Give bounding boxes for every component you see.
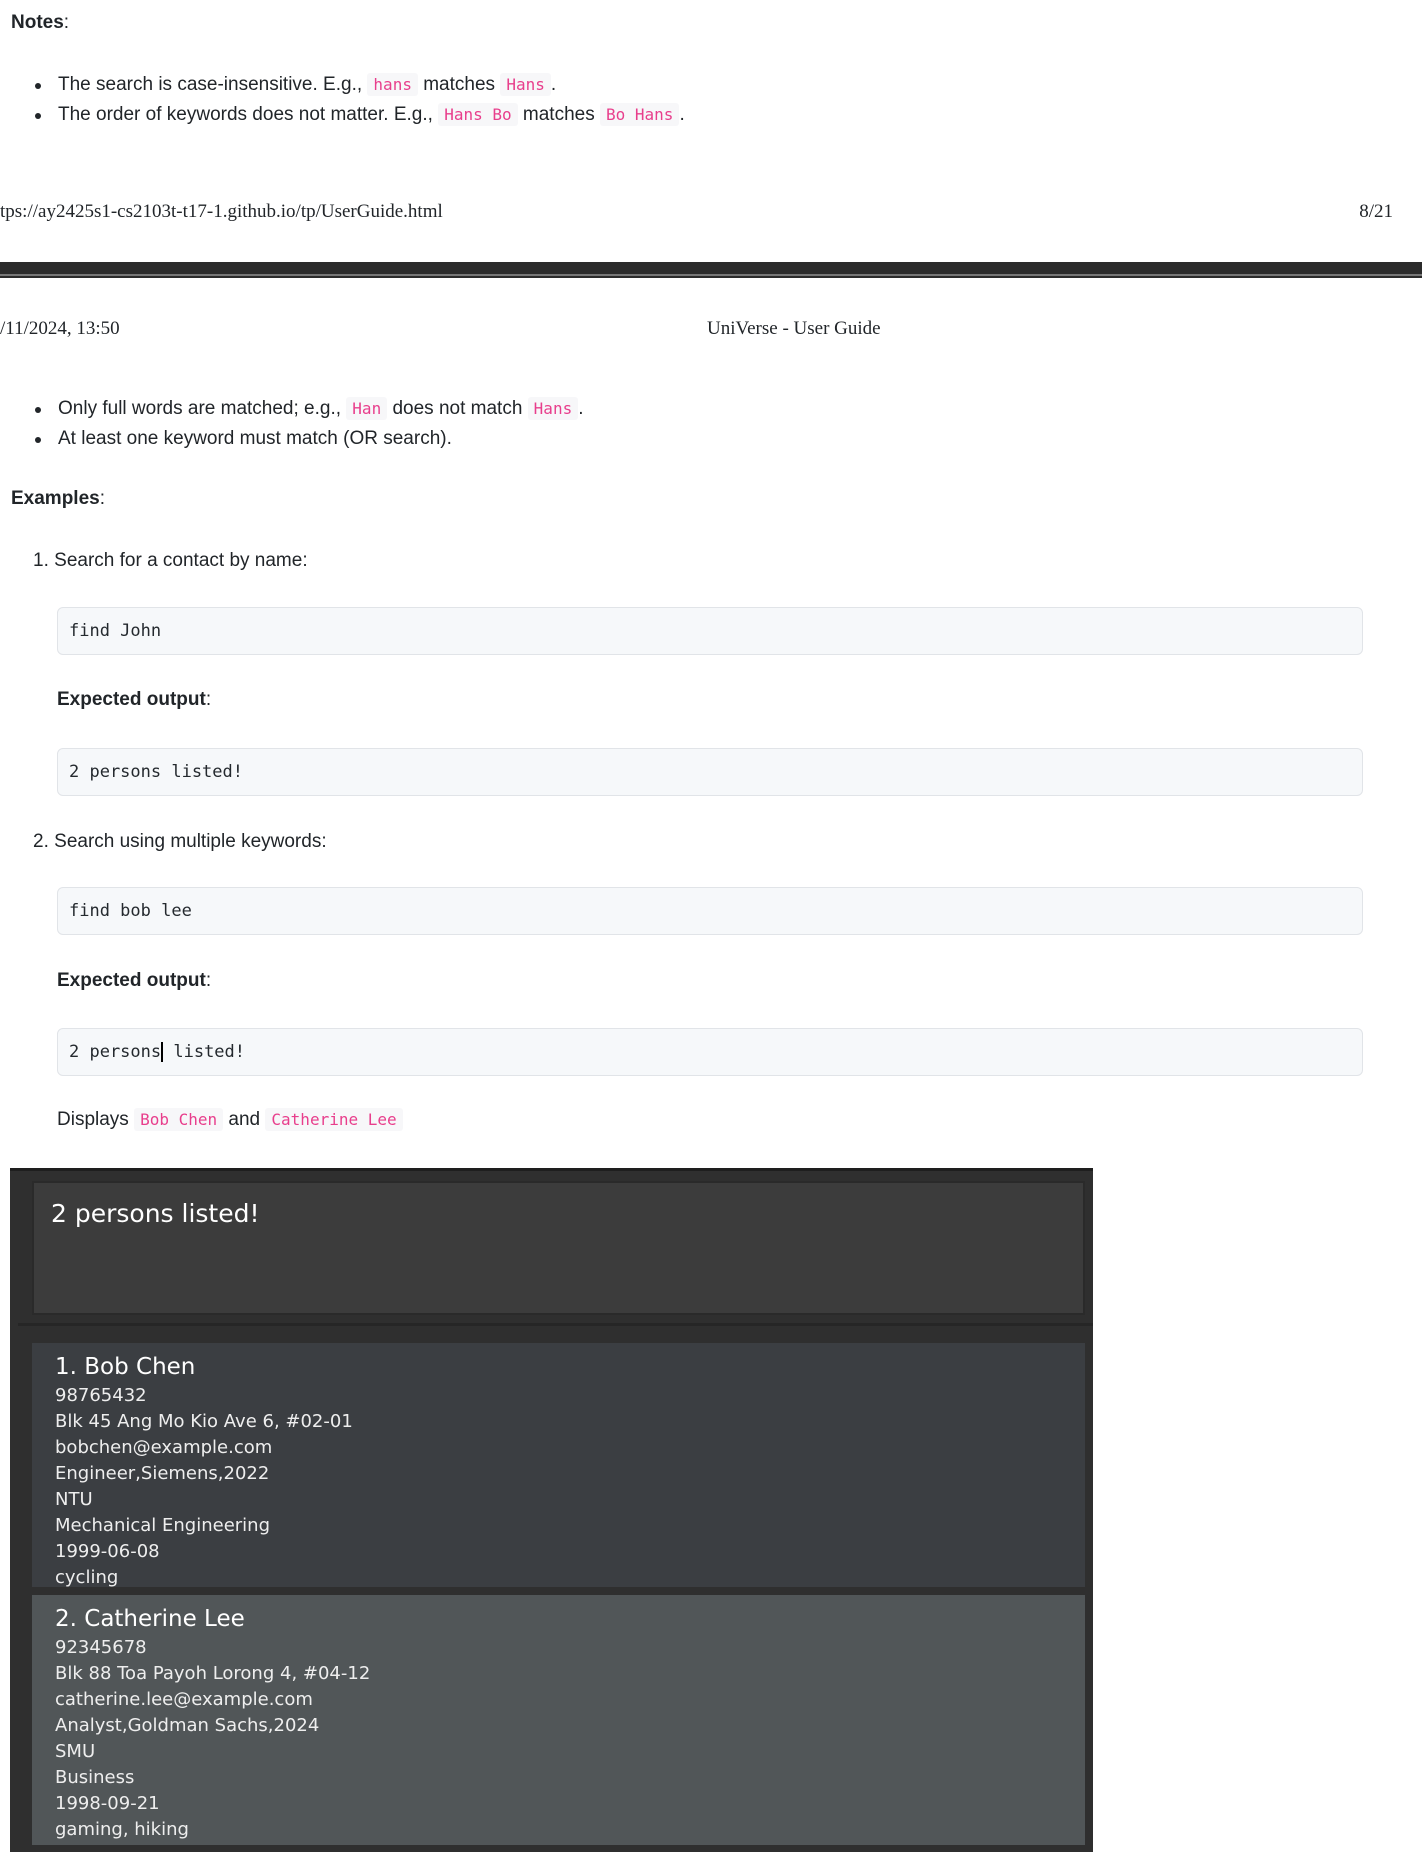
expected-output-label bbox=[57, 687, 211, 713]
inline-code: Bob Chen bbox=[134, 1108, 223, 1131]
note-text: . bbox=[679, 104, 685, 125]
note-text: matches bbox=[417, 74, 501, 95]
note-text: The search is case-insensitive. E.g., bbox=[58, 74, 368, 95]
code-block-output bbox=[57, 1028, 1363, 1076]
displays-line bbox=[57, 1107, 403, 1133]
list-number: 2. bbox=[33, 831, 49, 852]
print-header-date: /11/2024, 13:50 bbox=[0, 318, 120, 339]
result-display: 2 persons listed! bbox=[32, 1181, 1085, 1315]
note-text: . bbox=[550, 74, 557, 95]
notes-label: Notes bbox=[11, 12, 64, 33]
inline-code: Hans Bo bbox=[438, 103, 517, 126]
example-2-title bbox=[33, 829, 327, 855]
person-interests: gaming, hiking bbox=[55, 1819, 189, 1840]
code-block-command: find bob lee bbox=[57, 887, 1363, 935]
person-card[interactable] bbox=[32, 1343, 1085, 1587]
note-text: matches bbox=[517, 104, 600, 125]
person-address: Blk 45 Ang Mo Kio Ave 6, #02-01 bbox=[55, 1411, 353, 1432]
inline-code: Hans bbox=[500, 73, 551, 96]
inline-code: Hans bbox=[528, 397, 579, 420]
inline-code: Han bbox=[346, 397, 387, 420]
print-header-title: UniVerse - User Guide bbox=[707, 318, 881, 339]
person-phone: 92345678 bbox=[55, 1637, 147, 1658]
code-block-command: find John bbox=[57, 607, 1363, 655]
person-major: Mechanical Engineering bbox=[55, 1515, 270, 1536]
inline-code: Catherine Lee bbox=[265, 1108, 402, 1131]
inline-code: hans bbox=[367, 73, 418, 96]
examples-heading bbox=[11, 486, 105, 512]
example-text: Search for a contact by name: bbox=[54, 550, 308, 571]
person-university: NTU bbox=[55, 1489, 93, 1510]
example-text: Search using multiple keywords: bbox=[54, 831, 327, 852]
expected-label: Expected output bbox=[57, 970, 206, 991]
person-phone: 98765432 bbox=[55, 1385, 147, 1406]
list-item bbox=[11, 424, 583, 454]
note-text: At least one keyword must match (OR search). bbox=[58, 428, 452, 449]
output-text: listed! bbox=[163, 1042, 246, 1062]
note-text: The order of keywords does not matter. E.g., bbox=[58, 104, 439, 125]
person-work: Engineer,Siemens,2022 bbox=[55, 1463, 270, 1484]
note-text: Only full words are matched; e.g., bbox=[58, 398, 347, 419]
list-item bbox=[11, 70, 685, 100]
displays-text: and bbox=[223, 1109, 266, 1130]
person-card[interactable] bbox=[32, 1595, 1085, 1845]
person-interests: cycling bbox=[55, 1567, 119, 1588]
person-birthday: 1999-06-08 bbox=[55, 1541, 160, 1562]
page-break-divider bbox=[0, 262, 1422, 278]
expected-label: Expected output bbox=[57, 689, 206, 710]
code-block-output: 2 persons listed! bbox=[57, 748, 1363, 796]
person-email: catherine.lee@example.com bbox=[55, 1689, 313, 1710]
examples-label: Examples bbox=[11, 488, 100, 509]
app-screenshot bbox=[10, 1168, 1093, 1852]
person-email: bobchen@example.com bbox=[55, 1437, 273, 1458]
print-footer-url: tps://ay2425s1-cs2103t-t17-1.github.io/tp/UserGuide.html bbox=[0, 201, 443, 222]
example-1-title bbox=[33, 548, 308, 574]
person-university: SMU bbox=[55, 1741, 96, 1762]
note-text: . bbox=[578, 398, 584, 419]
displays-text: Displays bbox=[57, 1109, 135, 1130]
person-birthday: 1998-09-21 bbox=[55, 1793, 160, 1814]
expected-output-label bbox=[57, 968, 211, 994]
list-item bbox=[11, 394, 583, 424]
person-name: 2. Catherine Lee bbox=[55, 1606, 245, 1632]
person-major: Business bbox=[55, 1767, 135, 1788]
notes-list bbox=[11, 70, 685, 130]
person-work: Analyst,Goldman Sachs,2024 bbox=[55, 1715, 320, 1736]
expected-colon: : bbox=[205, 689, 212, 710]
list-item bbox=[11, 100, 685, 130]
print-footer-page-number: 8/21 bbox=[1359, 201, 1393, 222]
notes-colon: : bbox=[63, 12, 70, 33]
notes-heading bbox=[11, 10, 69, 36]
person-address: Blk 88 Toa Payoh Lorong 4, #04-12 bbox=[55, 1663, 371, 1684]
list-number: 1. bbox=[33, 550, 49, 571]
output-text: 2 persons bbox=[69, 1042, 162, 1062]
person-name: 1. Bob Chen bbox=[55, 1354, 196, 1380]
panel-divider bbox=[18, 1323, 1093, 1326]
examples-colon: : bbox=[99, 488, 106, 509]
note-text: does not match bbox=[387, 398, 528, 419]
notes-list-continued bbox=[11, 394, 583, 454]
expected-colon: : bbox=[205, 970, 212, 991]
inline-code: Bo Hans bbox=[600, 103, 679, 126]
